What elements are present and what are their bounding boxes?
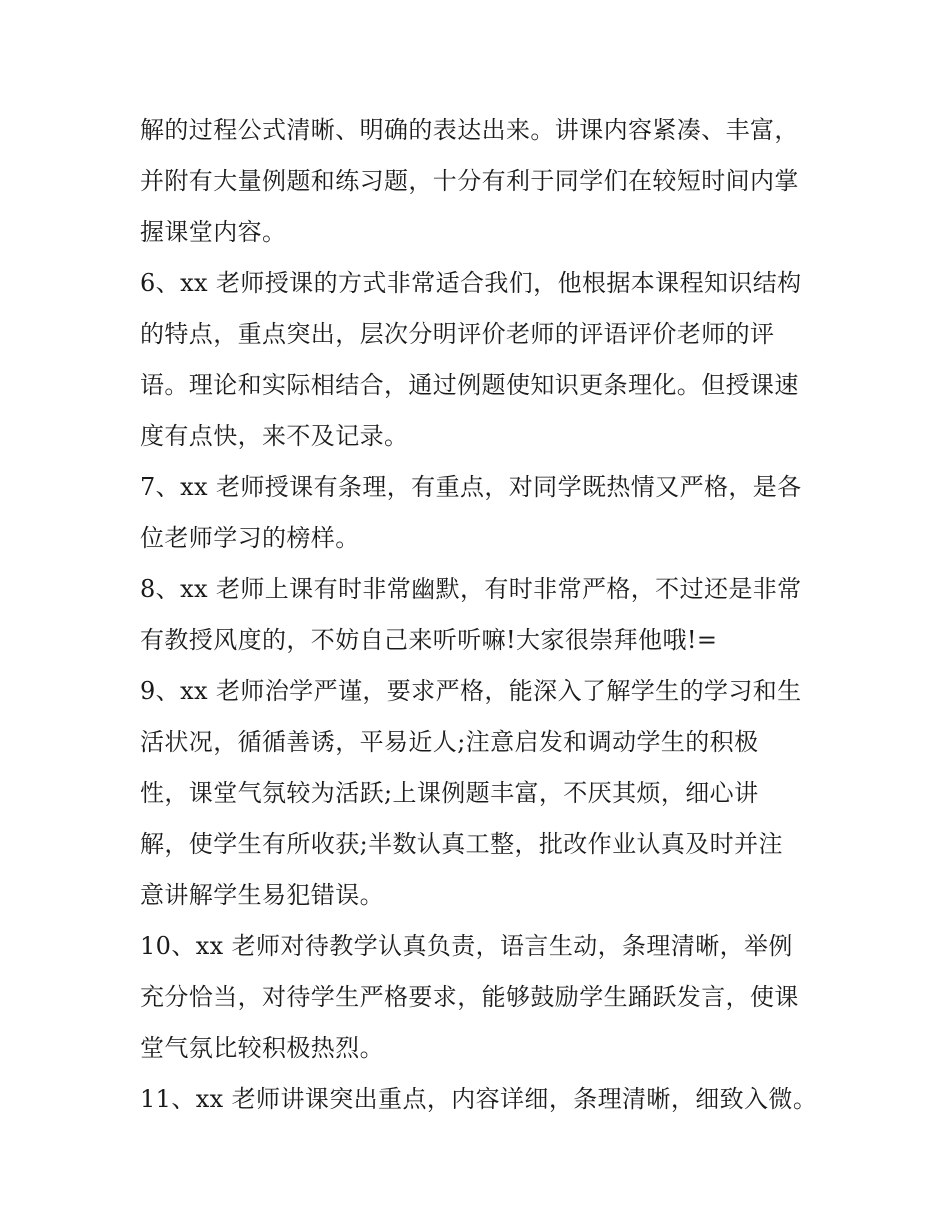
text-line: 10、xx 老师对待教学认真负责，语言生动，条理清晰，举例 [140, 932, 793, 960]
text-line: 9、xx 老师治学严谨，要求严格，能深入了解学生的学习和生 [140, 677, 802, 705]
text-line: 6、xx 老师授课的方式非常适合我们，他根据本课程知识结构 [140, 269, 802, 297]
text-line: 并附有大量例题和练习题，十分有利于同学们在较短时间内掌 [140, 167, 799, 195]
text-line: 语。理论和实际相结合，通过例题使知识更条理化。但授课速 [140, 371, 799, 399]
text-line: 7、xx 老师授课有条理，有重点，对同学既热情又严格，是各 [140, 473, 802, 501]
text-line: 意讲解学生易犯错误。 [140, 881, 384, 909]
text-line: 位老师学习的榜样。 [140, 524, 360, 552]
text-line: 8、xx 老师上课有时非常幽默，有时非常严格，不过还是非常 [140, 575, 802, 603]
text-line: 的特点，重点突出，层次分明评价老师的评语评价老师的评 [140, 320, 775, 348]
text-line: 解的过程公式清晰、明确的表达出来。讲课内容紧凑、丰富， [140, 116, 799, 144]
text-line: 解，使学生有所收获;半数认真工整，批改作业认真及时并注 [140, 830, 783, 858]
text-line: 充分恰当，对待学生严格要求，能够鼓励学生踊跃发言，使课 [140, 983, 799, 1011]
text-line: 性，课堂气氛较为活跃;上课例题丰富，不厌其烦，细心讲 [140, 779, 759, 807]
text-line: 活状况，循循善诱，平易近人;注意启发和调动学生的积极 [140, 728, 759, 756]
text-line: 堂气氛比较积极热烈。 [140, 1034, 384, 1062]
text-line: 有教授风度的，不妨自己来听听嘛!大家很崇拜他哦!= [140, 626, 718, 654]
text-line: 握课堂内容。 [140, 218, 287, 246]
document-body [140, 105, 820, 1125]
text-line: 11、xx 老师讲课突出重点，内容详细，条理清晰，细致入微。 [140, 1085, 818, 1113]
text-line: 度有点快，来不及记录。 [140, 422, 409, 450]
